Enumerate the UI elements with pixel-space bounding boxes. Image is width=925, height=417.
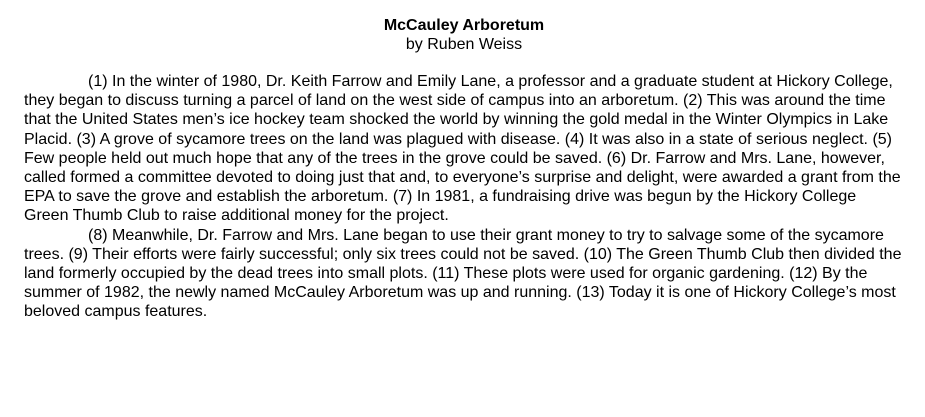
document (24, 16, 904, 322)
paragraph-1: (1) In the winter of 1980, Dr. Keith Farrow and Emily Lane, a professor and a graduate student at Hickory College, they began to discuss turning a parcel of land on the west side of campus into an arboretum. (2) This was around the time that the United States men’s ice hockey team shocked the world by winning the gold medal in the Winter Olympics in Lake Placid. (3) A grove of sycamore trees on the land was plagued with disease. (4) It was also in a state of serious neglect. (5) Few people held out much hope that any of the trees in the grove could be saved. (6) Dr. Farrow and Mrs. Lane, however, called formed a committee devoted to doing just that and, to everyone’s surprise and delight, were awarded a grant from the EPA to save the grove and establish the arboretum. (7) In 1981, a fundraising drive was begun by the Hickory College Green Thumb Club to raise additional money for the project. (24, 73, 901, 225)
document-byline: by Ruben Weiss (405, 36, 523, 53)
document-title: McCauley Arboretum (383, 17, 545, 34)
paragraph-2: (8) Meanwhile, Dr. Farrow and Mrs. Lane began to use their grant money to try to salvage some of the sycamore trees. (9) Their efforts were fairly successful; only six trees could not be saved. (10) The Green Thumb Club then divided the land formerly occupied by the dead trees into small plots. (11) These plots were used for organic gardening. (12) By the summer of 1982, the newly named McCauley Arboretum was up and running. (13) Today it is one of Hickory College’s most beloved campus features. (24, 226, 902, 321)
